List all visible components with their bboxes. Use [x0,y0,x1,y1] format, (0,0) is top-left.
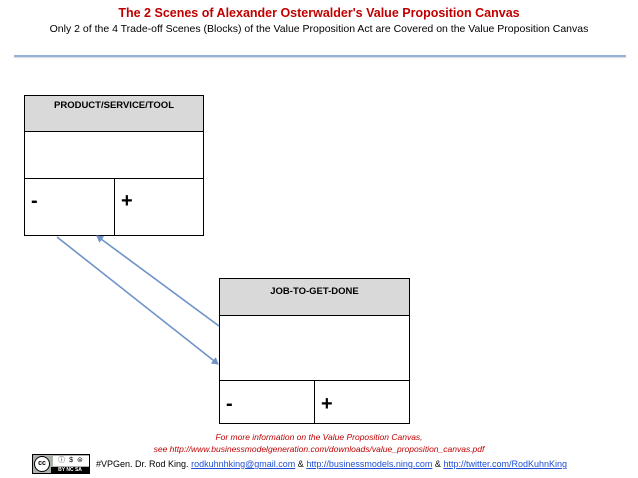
product-block-body [25,132,203,179]
job-block-header: JOB-TO-GET-DONE [220,279,409,316]
product-block-plus: + [121,190,133,212]
footer-credits [96,459,636,469]
product-block-header: PRODUCT/SERVICE/TOOL [25,96,203,132]
cc-icon: cc [34,456,50,472]
footer-amp-2: & [434,459,441,469]
job-block-minus: - [220,381,315,424]
page-title: The 2 Scenes of Alexander Osterwalder's Value Proposition Canvas [118,6,520,20]
footer-prefix: #VPGen. Dr. Rod King. [96,459,189,469]
info-note-line2: see http://www.businessmodelgeneration.com/downloads/value_proposition_canvas.pdf [153,444,485,454]
job-block-body [220,316,409,381]
info-note-line1: For more information on the Value Proposition Canvas, [215,432,423,442]
cc-terms-label: BY NC SA [51,467,89,474]
product-service-tool-block [24,95,204,236]
product-block-minus: - [25,179,115,236]
page-subtitle: Only 2 of the 4 Trade-off Scenes (Blocks) of the Value Proposition Act are Covered on the Value Proposition Canvas [49,23,589,35]
footer-amp-1: & [297,459,304,469]
footer-email-link[interactable]: rodkuhnhking@gmail.com [191,459,296,469]
header-divider [14,55,626,57]
footer-ning-link[interactable]: http://businessmodels.ning.com [306,459,433,469]
job-block-plus: + [321,393,333,415]
arrow-job-to-product [97,236,219,326]
job-to-get-done-block [219,278,410,424]
footer-twitter-link[interactable]: http://twitter.com/RodKuhnKing [443,459,568,469]
creative-commons-badge [32,454,90,474]
cc-attribution-icons: ⓘ $ ⊜ [53,456,89,466]
arrow-product-to-job [57,237,218,364]
